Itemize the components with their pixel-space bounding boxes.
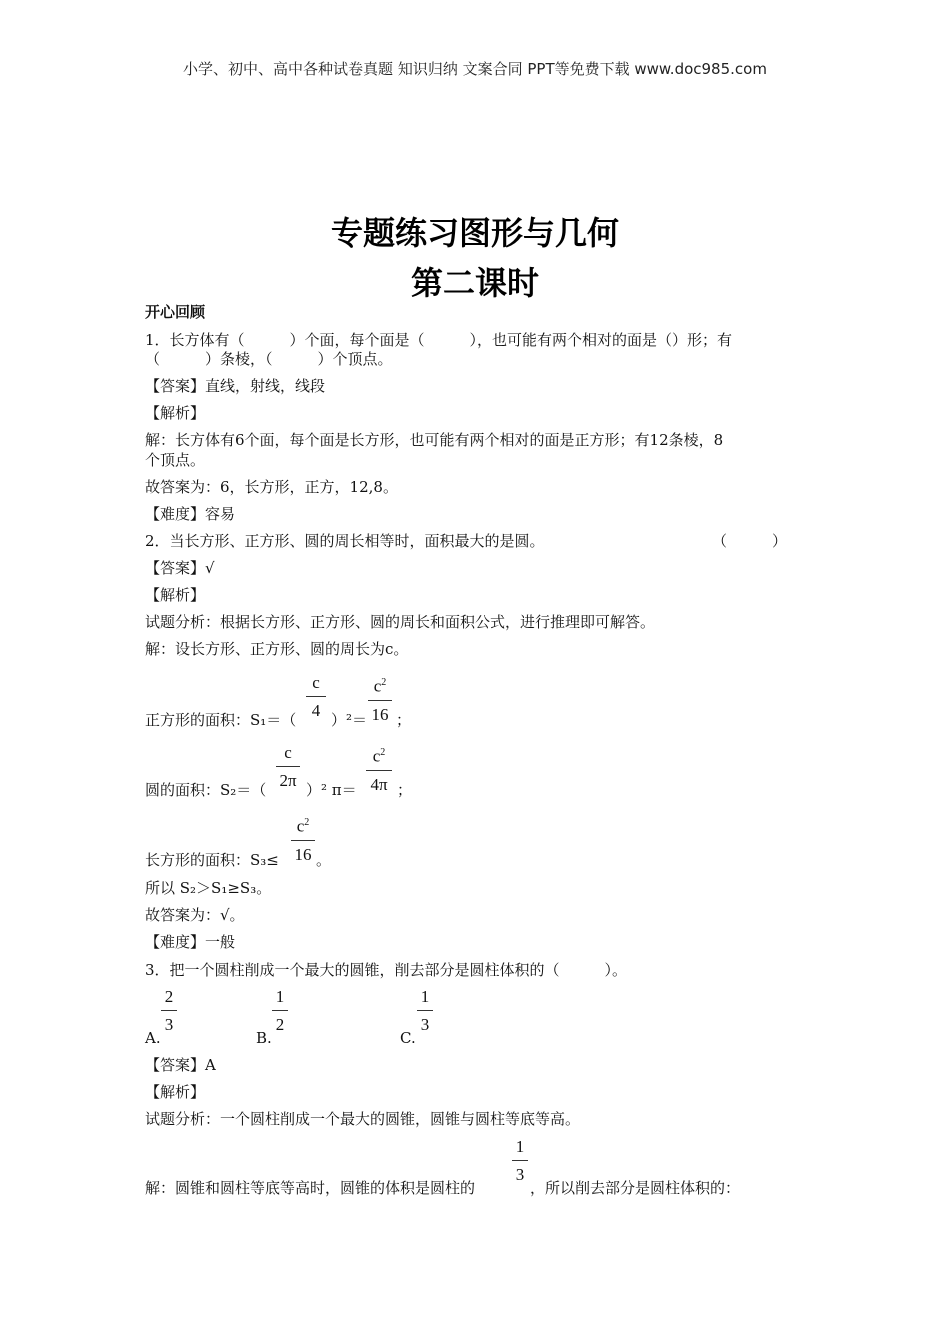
q3-solution-start: 解：圆锥和圆柱等底等高时，圆锥的体积是圆柱的 <box>145 1179 476 1197</box>
q1-final: 故答案为：6，长方形，正方，12,8。 <box>145 478 398 496</box>
q1-difficulty: 【难度】容易 <box>145 505 236 523</box>
q2-circle-end: ； <box>397 781 413 799</box>
q3-option-c-fraction: 1 3 <box>417 986 433 1036</box>
q3-analysis: 试题分析：一个圆柱削成一个最大的圆锥，圆锥与圆柱等底等高。 <box>145 1110 581 1128</box>
q2-rect-fraction: $c^2$ 16 <box>291 812 315 866</box>
q3-option-c-label: C. <box>400 1029 416 1047</box>
page-title: 专题练习图形与几何 <box>330 214 619 252</box>
q1-stem-line2: （ ）条棱，（ ）个顶点。 <box>145 350 393 368</box>
q3-option-a-label: A. <box>145 1029 161 1047</box>
q2-square-fraction-2: $c^2$ 16 <box>368 672 392 726</box>
q3-answer: 【答案】A <box>145 1056 216 1074</box>
q3-option-b-label: B. <box>256 1029 272 1047</box>
q3-option-b-fraction: 1 2 <box>272 986 288 1036</box>
q2-square-label: 正方形的面积：S₁＝（ <box>145 711 297 729</box>
page-header: 小学、初中、高中各种试卷真题 知识归纳 文案合同 PPT等免费下载 www.doc985.com <box>183 60 767 78</box>
q2-final: 故答案为：√。 <box>145 906 245 924</box>
q2-analysis-tag: 【解析】 <box>145 586 206 604</box>
q2-blank: （ ） <box>712 532 788 550</box>
q3-analysis-tag: 【解析】 <box>145 1083 206 1101</box>
q3-stem: 3．把一个圆柱削成一个最大的圆锥，削去部分是圆柱体积的（ ）。 <box>145 961 628 979</box>
q1-solution-line2: 个顶点。 <box>145 451 206 469</box>
q2-answer: 【答案】√ <box>145 559 215 577</box>
q2-circle-fraction-1: c 2π <box>276 742 300 792</box>
q3-solution-end: ，所以削去部分是圆柱体积的： <box>530 1179 741 1197</box>
q2-difficulty: 【难度】一般 <box>145 933 236 951</box>
q1-analysis-tag: 【解析】 <box>145 404 206 422</box>
section-heading: 开心回顾 <box>145 303 206 321</box>
q2-rect-end: 。 <box>316 851 332 869</box>
q1-answer: 【答案】直线，射线，线段 <box>145 377 326 395</box>
q2-conclusion: 所以 S₂＞S₁≥S₃。 <box>145 879 272 897</box>
q1-stem-line1: 1．长方体有（ ）个面，每个面是（ ），也可能有两个相对的面是（）形；有 <box>145 331 733 349</box>
q2-stem: 2．当长方形、正方形、圆的周长相等时，面积最大的是圆。 <box>145 532 545 550</box>
q3-solution-fraction: 1 3 <box>512 1136 528 1186</box>
q2-rect-label: 长方形的面积：S₃≤ <box>145 851 279 869</box>
q2-circle-fraction-2: $c^2$ 4π <box>366 742 392 796</box>
q2-circle-middle: ）² π＝ <box>306 781 357 799</box>
page-subtitle: 第二课时 <box>410 264 539 302</box>
q2-square-end: ； <box>396 711 412 729</box>
q2-setup: 解：设长方形、正方形、圆的周长为c。 <box>145 640 409 658</box>
q3-option-a-fraction: 2 3 <box>161 986 177 1036</box>
q2-circle-label: 圆的面积：S₂＝（ <box>145 781 267 799</box>
q2-square-middle: ）²＝ <box>331 711 368 729</box>
q2-square-fraction-1: c 4 <box>306 672 326 722</box>
q2-analysis: 试题分析：根据长方形、正方形、圆的周长和面积公式，进行推理即可解答。 <box>145 613 656 631</box>
q1-solution-line1: 解：长方体有6个面，每个面是长方形，也可能有两个相对的面是正方形；有12条棱，8 <box>145 431 724 449</box>
